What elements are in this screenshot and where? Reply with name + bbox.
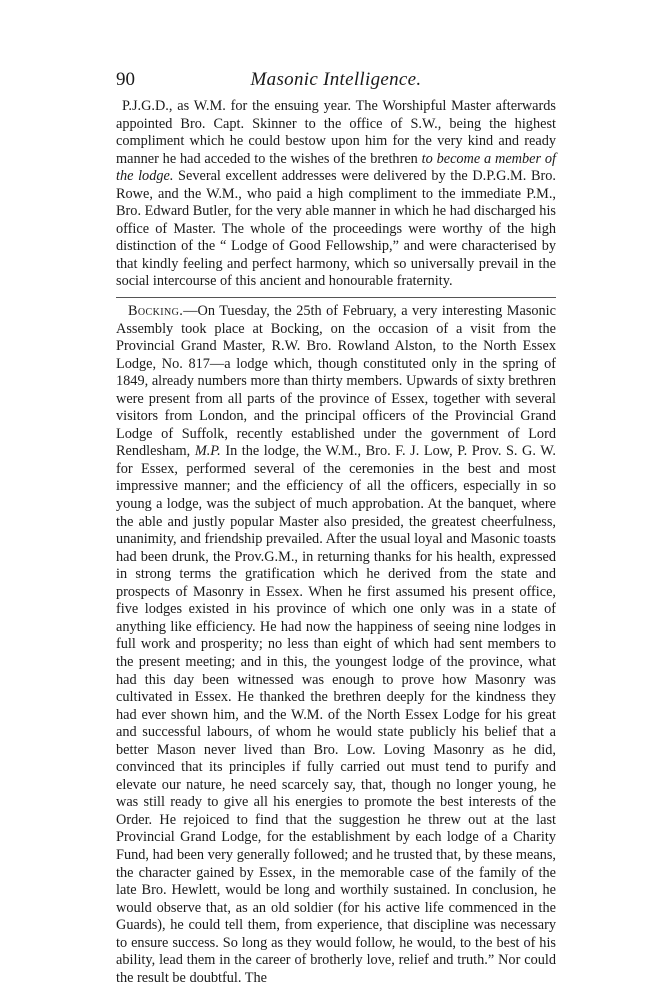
italic-run: to become a member of the lodge. <box>116 150 556 185</box>
italic-run: M.P. <box>194 443 221 460</box>
body-text <box>116 98 556 987</box>
text-run: Several excellent addresses were delivered by the D.P.G.M. Bro. Rowe, and the W.M., who paid a high compliment to the immediate P.M., Bro. Edward Butler, for the very able manner in which he had discharged his office of Master. The whole of the proceedings were worthy of the high distinction of the “ Lodge of Good Fellowship,” and were characterised by that kindly feeling and perfect harmony, which so universally prevail in the social intercourse of this ancient and honourable fraternity. <box>116 168 556 290</box>
paragraph-bocking <box>116 303 556 987</box>
text-run: In the lodge, the W.M., Bro. F. J. Low, P. Prov. S. G. W. for Essex, performed several of the ceremonies in the best and most impressive manner; and the efficiency of all the officers, especially in so young a lodge, was the subject of much approbation. At the banquet, where the able and justly popular Master also presided, the greatest cheerfulness, unanimity, and friendship prevailed. After the usual loyal and Masonic toasts had been drunk, the Prov.G.M., in returning thanks for his health, expressed in strong terms the gratification which he derived from the state and prospects of Masonry in Essex. When he first assumed his present office, five lodges existed in his province of which one only was in a state of anything like efficiency. He had now the happiness of seeing nine lodges in full work and prosperity; no less than eight of which had sent members to the present meeting; and in this, the youngest lodge of the province, what had this day been witnessed was enough to prove how Masonry was cultivated in Essex. He thanked the brethren deeply for the kindness they had ever shown him, and the W.M. of the North Essex Lodge for his great and successful labours, of whom he would state publicly his belief that a better Mason never lived than Bro. Low. Loving Masonry as he did, convinced that its principles if fully carried out must tend to purify and elevate our nature, he need scarcely say, that, though no longer young, he was still ready to give all his energies to promote the best interests of the Order. He rejoiced to find that the suggestion he threw out at the last Provincial Grand Lodge, for the establishment by each lodge of a Charity Fund, had been very generally followed; and he trusted that, by these means, the character gained by Essex, in the memorable case of the family of the late Bro. Hewlett, would be long and worthily sustained. In conclusion, he would observe that, as an old soldier (for his active life commenced in the Guards), he could tell them, from experience, that discipline was necessary to ensure success. So long as they would follow, he would, to the best of his ability, lead them in the career of brotherly love, relief and truth.” Nor could the result be doubtful. The <box>116 443 557 986</box>
section-heading-run: Bocking. <box>128 303 184 320</box>
text-run: —On Tuesday, the 25th of February, a very interesting Masonic Assembly took place at Bocking, on the occasion of a visit from the Provincial Grand Master, R.W. Bro. Rowland Alston, to the North Essex Lodge, No. 817—a lodge which, though constituted only in the spring of 1849, already numbers more than thirty members. Upwards of sixty brethren were present from all parts of the province of Essex, together with several visitors from London, and the principal officers of the Provincial Grand Lodge of Suffolk, recently established under the government of Lord Rendlesham, <box>116 303 556 460</box>
section-divider <box>116 297 556 298</box>
paragraph-lodge-of-good-fellowship <box>116 98 556 291</box>
page-number: 90 <box>116 69 135 90</box>
text-run: P.J.G.D., as W.M. for the ensuing year. The Worshipful Master afterwards appointed Bro. Capt. Skinner to the office of S.W., being the highest compliment which he could bestow upon him for the very kind and ready manner he had acceded to the wishes of the brethren <box>116 98 556 167</box>
running-head <box>116 66 556 94</box>
running-title: Masonic Intelligence. <box>250 69 422 90</box>
